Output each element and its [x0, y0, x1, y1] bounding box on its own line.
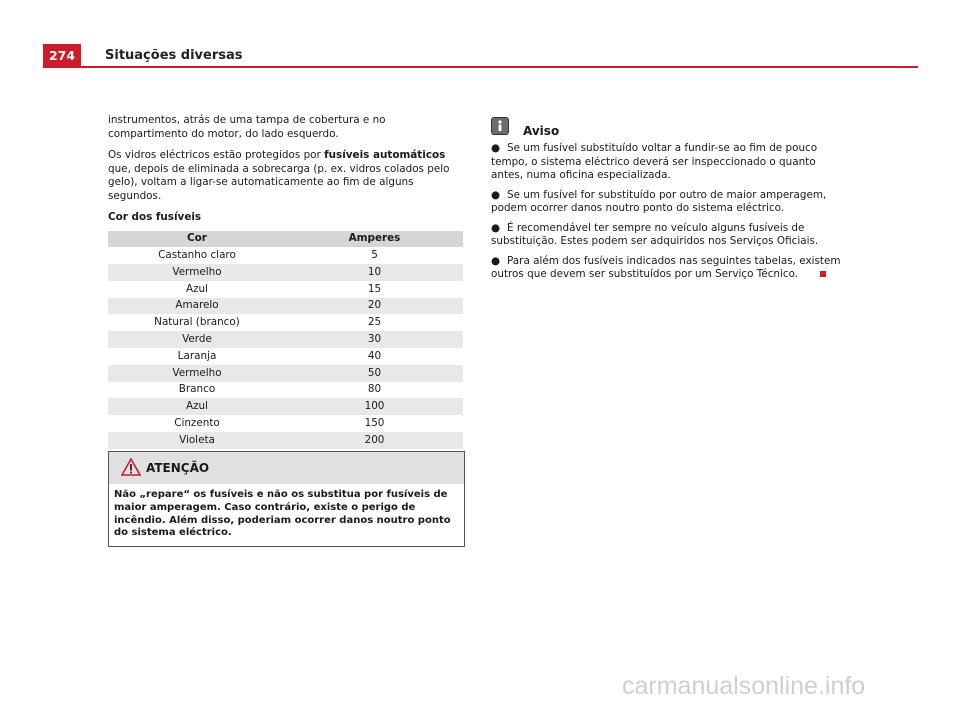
section-title: Situações diversas	[105, 48, 243, 63]
cell-amperes: 100	[286, 398, 463, 415]
table-subheading: Cor dos fusíveis	[108, 211, 202, 223]
cell-color: Amarelo	[108, 298, 286, 315]
left-column	[108, 114, 463, 449]
cell-color: Natural (branco)	[108, 314, 286, 331]
highlight-term: fusíveis automáticos	[324, 149, 446, 161]
cell-amperes: 30	[286, 331, 463, 348]
cell-color: Violeta	[108, 432, 286, 449]
column-header-color: Cor	[108, 231, 286, 248]
note-bullet-text: Se um fusível substituído voltar a fundir-se ao fim de pouco tempo, o sistema eléctrico deverá ser inspeccionado o quanto antes, numa oficina especializada.	[491, 142, 818, 181]
cell-amperes: 10	[286, 264, 463, 281]
table-row	[108, 415, 463, 432]
watermark: carmanualsonline.info	[622, 672, 866, 700]
cell-color: Cinzento	[108, 415, 286, 432]
table-row	[108, 331, 463, 348]
table-row	[108, 398, 463, 415]
table-header-row	[108, 231, 463, 248]
table-row	[108, 348, 463, 365]
paragraph-continued: instrumentos, atrás de uma tampa de cobertura e no compartimento do motor, do lado esquerdo.	[108, 114, 386, 140]
paragraph-windows: Os vidros eléctricos estão protegidos por fusíveis automáticos que, depois de eliminada a sobrecarga (p. ex. vidros colados pelo gelo), voltam a ligar-se automaticamente ao fim de alguns segundos.	[108, 149, 450, 202]
table-body	[108, 247, 463, 449]
warning-text: Não „repare“ os fusíveis e não os substitua por fusíveis de maior amperagem. Caso contrário, existe o perigo de incêndio. Além disso, poderiam ocorrer danos noutro ponto do sistema eléctrico.	[114, 489, 451, 539]
note-bullet-text: Para além dos fusíveis indicados nas seguintes tabelas, existem outros que devem ser substituídos por um Serviço Técnico.	[491, 254, 841, 280]
note-title: Aviso	[523, 124, 560, 138]
page-header	[43, 44, 918, 68]
info-note-icon	[491, 117, 509, 135]
table-row	[108, 281, 463, 298]
cell-color: Verde	[108, 331, 286, 348]
table-row	[108, 432, 463, 449]
note-bullet-item	[491, 255, 846, 282]
note-bullet-text: Se um fusível for substituído por outro de maior amperagem, podem ocorrer danos noutro ponto do sistema eléctrico.	[491, 188, 827, 214]
warning-triangle-icon	[121, 458, 141, 476]
cell-color: Branco	[108, 382, 286, 399]
cell-color: Laranja	[108, 348, 286, 365]
table-row	[108, 365, 463, 382]
note-bullet-item	[491, 189, 846, 216]
warning-box	[108, 451, 465, 547]
cell-amperes: 150	[286, 415, 463, 432]
table-row	[108, 247, 463, 264]
cell-color: Vermelho	[108, 365, 286, 382]
warning-title: ATENÇÃO	[146, 461, 210, 475]
note-header	[491, 117, 846, 139]
fuse-color-table	[108, 231, 463, 449]
cell-color: Azul	[108, 398, 286, 415]
warning-header	[109, 452, 464, 484]
cell-color: Castanho claro	[108, 247, 286, 264]
cell-amperes: 200	[286, 432, 463, 449]
note-bullet-item	[491, 222, 846, 249]
cell-amperes: 15	[286, 281, 463, 298]
cell-amperes: 5	[286, 247, 463, 264]
note-bullet-item	[491, 142, 846, 183]
bullet-dot: ●	[491, 254, 501, 267]
column-header-amperes: Amperes	[286, 231, 463, 248]
page-number: 274	[43, 44, 81, 66]
note-bullet-text: É recomendável ter sempre no veículo alguns fusíveis de substituição. Estes podem ser adquiridos nos Serviços Oficiais.	[491, 221, 819, 247]
cell-amperes: 20	[286, 298, 463, 315]
table-row	[108, 264, 463, 281]
bullet-dot: ●	[491, 221, 501, 234]
table-row	[108, 298, 463, 315]
end-of-section-mark	[820, 271, 826, 277]
table-row	[108, 382, 463, 399]
bullet-dot: ●	[491, 142, 501, 154]
cell-amperes: 80	[286, 382, 463, 399]
right-column	[491, 117, 846, 288]
note-list	[491, 142, 846, 282]
cell-amperes: 40	[286, 348, 463, 365]
table-row	[108, 314, 463, 331]
cell-amperes: 25	[286, 314, 463, 331]
bullet-dot: ●	[491, 188, 501, 201]
cell-color: Vermelho	[108, 264, 286, 281]
header-rule	[43, 66, 918, 68]
cell-amperes: 50	[286, 365, 463, 382]
cell-color: Azul	[108, 281, 286, 298]
